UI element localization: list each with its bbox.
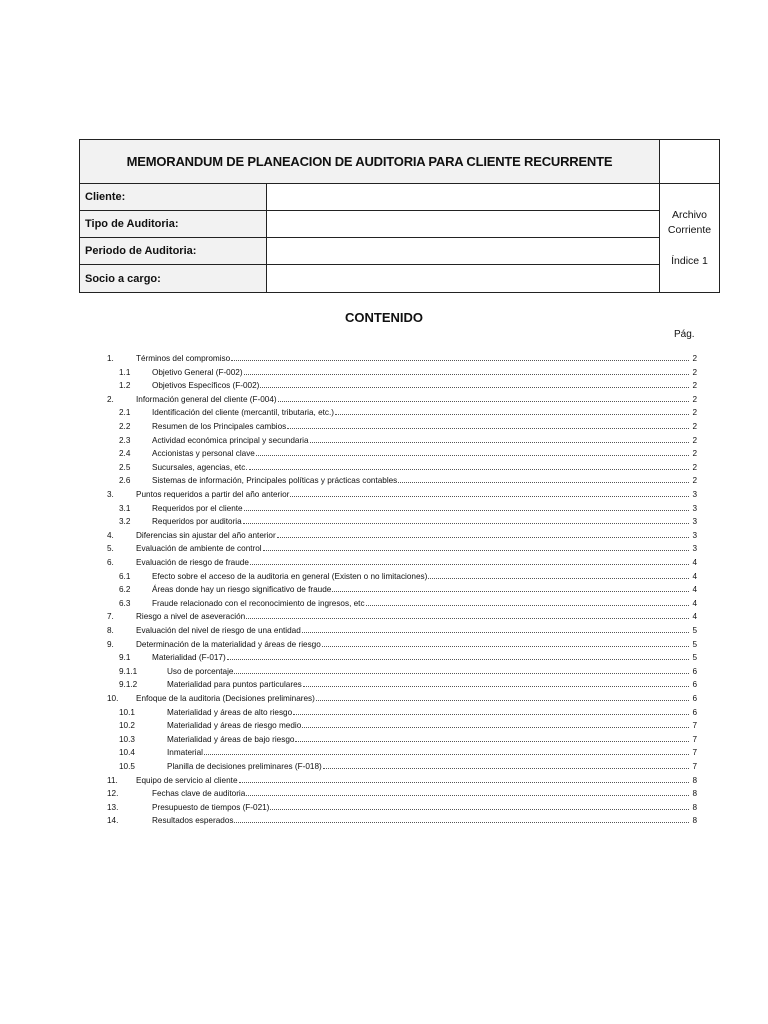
toc-item: [119, 474, 697, 487]
toc-item: [107, 692, 697, 705]
toc-item-number: 12.: [107, 789, 119, 799]
toc-item-number: 1.1: [119, 367, 131, 377]
periodo-auditoria-field[interactable]: [267, 238, 659, 264]
toc-item-title: Requeridos por auditoria: [152, 517, 242, 527]
toc-item-page: 8: [692, 775, 697, 785]
toc-item-number: 11.: [107, 775, 118, 785]
toc-item-title: Uso de porcentaje: [167, 666, 234, 676]
toc-item-page: 2: [692, 476, 697, 486]
toc-item-title: Evaluación de ambiente de control: [136, 544, 262, 554]
toc-item: [107, 774, 697, 787]
toc-dot-leader: [231, 352, 689, 361]
toc-item-page: 6: [692, 680, 697, 690]
toc-item: [119, 447, 697, 460]
toc-item: [119, 665, 697, 678]
field-label: Socio a cargo:: [80, 265, 267, 292]
toc-item-number: 3.1: [119, 503, 131, 513]
toc-dot-leader: [234, 814, 689, 823]
toc-item-page: 5: [692, 653, 697, 663]
toc-item-title: Accionistas y personal clave: [152, 449, 255, 459]
toc-dot-leader: [234, 665, 689, 674]
toc-item-title: Equipo de servicio al cliente: [136, 775, 238, 785]
toc-item: [119, 366, 697, 379]
header-table: [79, 139, 720, 293]
toc-dot-leader: [303, 678, 689, 687]
toc-item: [107, 787, 697, 800]
toc-item-title: Fraude relacionado con el reconocimiento de ingresos, etc: [152, 598, 365, 608]
toc-item-page: 2: [692, 408, 697, 418]
toc-item-title: Materialidad para puntos particulares: [167, 680, 302, 690]
toc-item-title: Enfoque de la auditoria (Decisiones preliminares): [136, 694, 315, 703]
cliente-field[interactable]: [267, 184, 659, 210]
toc-dot-leader: [293, 706, 689, 715]
toc-dot-leader: [323, 760, 689, 769]
toc-item-page: 2: [692, 394, 697, 404]
toc-dot-leader: [244, 502, 689, 511]
toc-item-title: Áreas donde hay un riesgo significativo de fraude: [152, 585, 332, 595]
toc-item-number: 1.: [107, 354, 114, 363]
toc-item: [119, 760, 697, 773]
toc-dot-leader: [428, 570, 689, 579]
toc-item-number: 5.: [107, 544, 114, 554]
toc-item-title: Sucursales, agencias, etc.: [152, 462, 248, 472]
toc-item-number: 1.2: [119, 381, 131, 391]
toc-dot-leader: [270, 801, 689, 810]
field-label: Periodo de Auditoria:: [80, 238, 267, 264]
toc-item: [107, 556, 697, 569]
toc-dot-leader: [290, 488, 689, 497]
toc-item: [107, 801, 697, 814]
toc-item-number: 6.: [107, 558, 114, 567]
document-title: MEMORANDUM DE PLANEACION DE AUDITORIA PARA CLIENTE RECURRENTE: [80, 140, 660, 184]
toc-item-page: 7: [692, 721, 697, 731]
toc-item-number: 3.: [107, 490, 114, 499]
toc-item-page: 4: [692, 612, 697, 622]
toc-item: [119, 502, 697, 515]
toc-item-page: 3: [692, 530, 697, 540]
toc-item-number: 6.3: [119, 598, 131, 608]
toc-item-number: 2.1: [119, 408, 131, 418]
toc-item-title: Presupuesto de tiempos (F-021): [152, 802, 270, 812]
tipo-auditoria-field[interactable]: [267, 211, 659, 237]
contents-title: CONTENIDO: [345, 310, 423, 325]
toc-dot-leader: [243, 515, 689, 524]
toc-item-page: 6: [692, 694, 697, 703]
toc-item-page: 5: [692, 639, 697, 649]
toc-item: [107, 624, 697, 637]
toc-dot-leader: [278, 393, 689, 402]
toc-item-number: 8.: [107, 626, 114, 635]
toc-item-title: Actividad económica principal y secundaria: [152, 435, 309, 445]
toc-item-page: 4: [692, 558, 697, 567]
toc-dot-leader: [250, 556, 689, 565]
toc-item-title: Materialidad y áreas de riesgo medio: [167, 721, 302, 731]
toc-item: [119, 583, 697, 596]
toc-item-number: 2.: [107, 394, 114, 404]
toc-item-title: Evaluación del nivel de riesgo de una entidad: [136, 626, 301, 635]
toc-item-page: 2: [692, 422, 697, 431]
toc-item: [107, 814, 697, 827]
toc-item-title: Resultados esperados: [152, 816, 234, 826]
toc-item-number: 9.1: [119, 653, 131, 663]
field-row-tipo-auditoria: [80, 211, 660, 238]
toc-item-number: 7.: [107, 612, 114, 622]
toc-dot-leader: [256, 447, 689, 456]
toc-item-page: 5: [692, 626, 697, 635]
toc-item-number: 10.4: [119, 748, 135, 758]
toc-item: [119, 733, 697, 746]
toc-item: [107, 638, 697, 651]
toc-item-page: 4: [692, 598, 697, 608]
toc-item-page: 2: [692, 462, 697, 472]
toc-dot-leader: [249, 461, 689, 470]
toc-dot-leader: [335, 406, 689, 415]
toc-item: [107, 529, 697, 542]
toc-item: [119, 570, 697, 583]
toc-item: [119, 719, 697, 732]
toc-dot-leader: [302, 719, 689, 728]
toc-item-number: 10.2: [119, 721, 135, 731]
toc-item-title: Objetivo General (F-002): [152, 367, 243, 377]
toc-item: [107, 610, 697, 623]
socio-field[interactable]: [267, 265, 659, 292]
toc-item: [119, 406, 697, 419]
toc-item-page: 7: [692, 734, 697, 744]
toc-item-page: 3: [692, 517, 697, 527]
toc-item: [119, 746, 697, 759]
toc-item: [119, 434, 697, 447]
toc-dot-leader: [366, 597, 689, 606]
toc-item-page: 6: [692, 666, 697, 676]
toc-item: [107, 488, 697, 501]
toc-item-number: 6.1: [119, 571, 131, 581]
toc-item-title: Fechas clave de auditoria: [152, 789, 246, 799]
toc-item-title: Materialidad y áreas de bajo riesgo: [167, 734, 295, 744]
toc-dot-leader: [302, 624, 689, 633]
toc-item: [119, 706, 697, 719]
toc-item-title: Efecto sobre el acceso de la auditoria en general (Existen o no limitaciones): [152, 571, 428, 581]
toc-dot-leader: [295, 733, 689, 742]
toc-item-page: 2: [692, 367, 697, 377]
toc-item-title: Sistemas de información, Principales políticas y prácticas contables: [152, 476, 398, 486]
field-row-cliente: [80, 184, 660, 211]
toc-dot-leader: [287, 420, 689, 429]
toc-item: [119, 678, 697, 691]
toc-item-number: 2.5: [119, 462, 131, 472]
toc-dot-leader: [239, 774, 690, 783]
toc-dot-leader: [316, 692, 689, 701]
toc-item-title: Identificación del cliente (mercantil, tributaria, etc.): [152, 408, 335, 418]
toc-item-title: Requeridos por el cliente: [152, 503, 243, 513]
toc-item-page: 3: [692, 544, 697, 554]
toc-item-number: 6.2: [119, 585, 131, 595]
toc-dot-leader: [263, 542, 689, 551]
toc-item-title: Términos del compromiso: [136, 354, 231, 363]
toc-item-title: Planilla de decisiones preliminares (F-018): [167, 762, 322, 771]
toc-dot-leader: [204, 746, 689, 755]
toc-item-page: 2: [692, 435, 697, 445]
toc-item-number: 10.1: [119, 707, 135, 717]
indice-label: Índice 1: [671, 255, 708, 267]
toc-item-page: 8: [692, 789, 697, 799]
header-corner-cell: [660, 140, 719, 184]
toc-item-number: 10.5: [119, 762, 135, 771]
toc-item-title: Materialidad y áreas de alto riesgo: [167, 707, 293, 717]
toc-item-title: Información general del cliente (F-004): [136, 394, 277, 404]
toc-dot-leader: [310, 434, 689, 443]
field-label: Tipo de Auditoria:: [80, 211, 267, 237]
toc-dot-leader: [227, 651, 689, 660]
toc-item-number: 2.3: [119, 435, 131, 445]
toc-item-number: 14.: [107, 816, 119, 826]
archivo-label: Archivo Corriente: [667, 209, 712, 236]
toc-item-number: 9.: [107, 639, 114, 649]
toc-dot-leader: [332, 583, 689, 592]
toc-item-number: 13.: [107, 802, 119, 812]
toc-item-page: 4: [692, 585, 697, 595]
toc-item-page: 4: [692, 571, 697, 581]
toc-item: [119, 597, 697, 610]
field-row-periodo-auditoria: [80, 238, 660, 265]
toc-item-number: 2.2: [119, 422, 131, 431]
toc-item-number: 2.6: [119, 476, 131, 486]
toc-item: [107, 393, 697, 406]
toc-item: [119, 420, 697, 433]
toc-item-number: 3.2: [119, 517, 131, 527]
toc-item-page: 8: [692, 802, 697, 812]
toc-item-title: Inmaterial: [167, 748, 203, 758]
toc-item-number: 9.1.1: [119, 666, 138, 676]
toc-dot-leader: [260, 379, 689, 388]
toc-item-page: 2: [692, 449, 697, 459]
toc-item-page: 7: [692, 762, 697, 771]
field-label: Cliente:: [80, 184, 267, 210]
toc-item-number: 10.: [107, 694, 119, 703]
toc-item-title: Materialidad (F-017): [152, 653, 226, 663]
toc-item: [119, 461, 697, 474]
toc-item-title: Puntos requeridos a partir del año anterior: [136, 490, 290, 499]
toc-dot-leader: [277, 529, 689, 538]
toc-item-number: 10.3: [119, 734, 135, 744]
toc-item-page: 8: [692, 816, 697, 826]
toc-item-number: 9.1.2: [119, 680, 138, 690]
toc-item-title: Determinación de la materialidad y áreas de riesgo: [136, 639, 321, 649]
toc-item-page: 3: [692, 490, 697, 499]
toc-item-page: 2: [692, 354, 697, 363]
field-row-socio: [80, 265, 660, 292]
toc-item: [119, 379, 697, 392]
toc-item-title: Riesgo a nivel de aseveración: [136, 612, 246, 622]
toc-item-number: 2.4: [119, 449, 131, 459]
toc-item: [107, 542, 697, 555]
toc-item-number: 4.: [107, 530, 114, 540]
toc-item-page: 6: [692, 707, 697, 717]
toc-dot-leader: [244, 366, 689, 375]
archive-index-cell: [660, 184, 719, 292]
toc-item-page: 3: [692, 503, 697, 513]
toc-item: [107, 352, 697, 365]
toc-dot-leader: [398, 474, 689, 483]
toc-item-title: Evaluación de riesgo de fraude: [136, 558, 249, 567]
toc-item-title: Objetivos Específicos (F-002): [152, 381, 260, 391]
toc-item-title: Diferencias sin ajustar del año anterior: [136, 530, 276, 540]
toc-item-page: 7: [692, 748, 697, 758]
toc-item-title: Resumen de los Principales cambios: [152, 422, 287, 431]
toc-item: [119, 651, 697, 664]
toc-item-page: 2: [692, 381, 697, 391]
toc-dot-leader: [246, 610, 689, 619]
toc-dot-leader: [322, 638, 689, 647]
page-column-label: Pág.: [674, 329, 695, 340]
toc-dot-leader: [246, 787, 689, 796]
toc-item: [119, 515, 697, 528]
